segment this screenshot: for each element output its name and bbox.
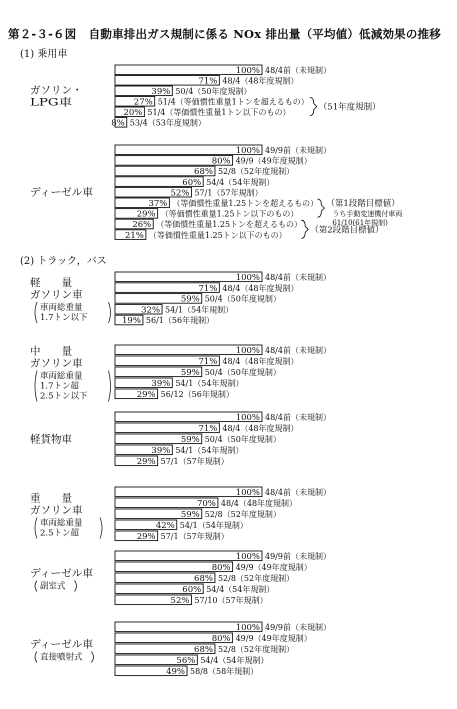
bar-value-7-3: 56% xyxy=(176,656,196,666)
bar-value-6-3: 60% xyxy=(182,585,202,595)
bar-label-6-1: 49/9（49年度規制） xyxy=(235,563,312,572)
group-sublabel-paren-left-7 xyxy=(35,652,37,663)
bar-label-4-0: 48/4前（未規制） xyxy=(265,413,331,422)
bar-label-3-0: 48/4前（未規制） xyxy=(265,346,331,355)
bar-label-0-4: 51/4（等価慣性重量1トン以下のもの） xyxy=(147,108,291,117)
group-sublabel-paren-right-6 xyxy=(75,581,77,592)
bar-value-1-0: 100% xyxy=(235,146,260,156)
bar-label-2-3: 54/1（54年規制） xyxy=(165,305,234,315)
bar-label-0-0: 48/4前（未規制） xyxy=(265,66,331,75)
group-label-3-line-0: 中 量 xyxy=(30,345,72,358)
bar-label-3-4: 56/12（56年規制） xyxy=(160,390,234,399)
bar-label-5-3: 54/1（54年規制） xyxy=(179,521,248,530)
group-sublabel-paren-right-5 xyxy=(100,518,102,539)
group-sublabel-3-line-2: 2.5トン以下 xyxy=(40,391,88,402)
note-brace-1-0 xyxy=(317,199,324,217)
bar-value-2-3: 32% xyxy=(141,305,161,316)
group-label-7-line-0: ディーゼル車 xyxy=(30,638,92,651)
bar-label-1-2: 52/8（52年度規制） xyxy=(217,167,295,177)
bar-label-6-4: 57/10（57年規制） xyxy=(194,596,268,605)
section-label-1: (1) 乗用車 xyxy=(20,49,68,60)
bar-value-5-1: 70% xyxy=(196,499,216,509)
bar-label-2-4: 56/1（56年規制） xyxy=(145,316,215,326)
bar-value-0-3: 27% xyxy=(133,97,153,108)
note-sub-1-0-1: 61/10(61年規制) xyxy=(332,219,388,227)
group-sublabel-3-line-0: 車両総重量 xyxy=(40,371,83,382)
bar-value-7-2: 68% xyxy=(194,645,213,655)
bar-label-1-6: （等価慣性重量1.25トン以下のもの） xyxy=(160,209,299,219)
bar-label-1-5: （等価慣性重量1.25トンを超えるもの） xyxy=(172,199,319,208)
figure-title-text: 自動車排出ガス規制に係る NOx 排出量（平均値）低減効果の推移 xyxy=(88,27,441,41)
bar-value-0-2: 39% xyxy=(151,87,171,97)
note-1-0: （第1段階目標値） xyxy=(326,199,400,209)
bar-label-1-0: 49/9前（未規制） xyxy=(265,146,331,155)
bar-label-2-0: 48/4前（未規制） xyxy=(265,273,331,282)
bar-value-7-0: 100% xyxy=(235,623,260,633)
group-label-5-line-0: 重 量 xyxy=(30,492,72,505)
bar-label-1-4: 57/1（57年規制） xyxy=(194,188,263,198)
bar-value-4-4: 29% xyxy=(136,457,156,467)
bar-value-7-1: 80% xyxy=(211,634,231,644)
bar-label-4-1: 48/4（48年度規制） xyxy=(222,424,299,433)
bar-value-0-5: 8% xyxy=(111,118,125,129)
group-label-3-line-1: ガソリン車 xyxy=(30,357,83,370)
bar-label-7-2: 52/8（52年度規制） xyxy=(217,645,295,654)
bar-label-1-1: 49/9（49年度規制） xyxy=(235,156,312,166)
bar-value-2-0: 100% xyxy=(235,273,260,283)
bar-value-6-4: 52% xyxy=(170,596,190,606)
note-sub-1-0-0: うち手動変速機付車両 xyxy=(332,210,403,218)
bar-label-0-2: 50/4（50年度規制） xyxy=(175,87,252,96)
bar-label-0-5: 53/4（53年度規制） xyxy=(129,118,206,128)
bar-label-7-0: 49/9前（未規制） xyxy=(265,623,331,632)
bar-label-7-3: 54/4（54年規制） xyxy=(200,656,269,665)
bar-label-3-1: 48/4（48年度規制） xyxy=(222,357,299,366)
bar-value-1-2: 68% xyxy=(194,167,213,178)
bar-value-3-4: 29% xyxy=(136,390,156,400)
bar-label-1-8: （等価慣性重量1.25トン以下のもの） xyxy=(148,230,287,240)
bar-label-6-2: 52/8（52年度規制） xyxy=(217,574,295,583)
group-sublabel-paren-right-3 xyxy=(109,371,111,402)
group-sublabel-2-line-0: 車両総重量 xyxy=(40,303,83,313)
bar-value-3-1: 71% xyxy=(198,357,218,367)
group-sublabel-5-line-1: 2.5トン超 xyxy=(40,528,80,539)
bar-label-7-4: 58/8（58年規制） xyxy=(190,667,259,676)
group-label-2-line-0: 軽 量 xyxy=(30,277,72,289)
bar-value-7-4: 49% xyxy=(166,667,186,677)
bar-value-1-1: 80% xyxy=(211,156,231,167)
bar-label-5-0: 48/4前（未規制） xyxy=(265,488,331,497)
group-sublabel-paren-left-6 xyxy=(35,581,37,592)
bar-value-1-8: 21% xyxy=(124,230,144,241)
bar-value-6-0: 100% xyxy=(235,552,260,562)
group-label-0-line-0: ガソリン・ xyxy=(30,84,83,97)
section-label-2: (2) トラック，バス xyxy=(20,256,107,267)
group-label-2-line-1: ガソリン車 xyxy=(30,289,83,301)
group-label-4-line-0: 軽貨物車 xyxy=(30,433,72,446)
figure-number: 第２-３-６図 xyxy=(8,27,77,41)
group-sublabel-2-line-1: 1.7トン以下 xyxy=(40,313,88,323)
bar-value-1-7: 26% xyxy=(132,220,152,231)
bar-label-5-4: 57/1（57年規制） xyxy=(160,532,229,541)
group-sublabel-paren-left-3 xyxy=(35,371,37,402)
bar-value-2-4: 19% xyxy=(122,316,141,327)
bar-label-2-2: 50/4（50年度規制） xyxy=(204,294,281,304)
bar-label-3-3: 54/1（54年規制） xyxy=(175,379,244,388)
bar-label-0-3: 51/4（等価慣性重量1トンを超えるもの） xyxy=(157,97,309,107)
bar-value-3-0: 100% xyxy=(235,346,260,356)
group-sublabel-6-line-0: 副室式 xyxy=(40,581,66,592)
bar-value-3-3: 39% xyxy=(151,379,171,389)
note-brace-1-1 xyxy=(301,220,308,238)
bar-label-5-1: 48/4（48年度規制） xyxy=(220,499,298,508)
bar-value-5-2: 59% xyxy=(180,510,200,520)
bar-label-2-1: 48/4（48年度規制） xyxy=(222,283,299,293)
bar-label-6-3: 54/4（54年規制） xyxy=(206,585,275,594)
bar-value-1-3: 60% xyxy=(182,177,202,188)
bar-label-5-2: 52/8（52年度規制） xyxy=(204,510,281,519)
bar-value-0-1: 71% xyxy=(198,76,218,87)
bar-value-2-2: 59% xyxy=(180,294,200,305)
bar-label-3-2: 50/4（50年度規制） xyxy=(204,368,281,377)
note-brace-0-0 xyxy=(310,98,317,116)
bar-value-5-4: 29% xyxy=(136,532,156,542)
group-sublabel-paren-left-5 xyxy=(35,518,37,539)
bar-value-5-0: 100% xyxy=(235,488,260,498)
bar-value-6-2: 68% xyxy=(194,574,213,584)
bar-value-3-2: 59% xyxy=(180,368,200,378)
bar-value-1-6: 29% xyxy=(136,209,156,220)
bar-value-5-3: 42% xyxy=(155,521,175,531)
bar-value-6-1: 80% xyxy=(211,563,231,573)
bar-label-4-4: 57/1（57年規制） xyxy=(160,457,229,466)
group-sublabel-paren-left-2 xyxy=(35,302,37,323)
group-sublabel-3-line-1: 1.7トン超 xyxy=(40,381,80,392)
group-sublabel-5-line-0: 車両総重量 xyxy=(40,518,83,529)
bar-value-4-3: 39% xyxy=(151,446,171,456)
bar-label-7-1: 49/9（49年度規制） xyxy=(235,634,312,643)
group-label-1-line-0: ディーゼル車 xyxy=(30,186,92,199)
bar-value-4-2: 59% xyxy=(180,435,200,445)
note-1-1: （第2段階目標値） xyxy=(310,225,384,236)
bar-label-1-7: （等価慣性重量1.25トンを超えるもの） xyxy=(156,220,303,230)
bar-label-6-0: 49/9前（未規制） xyxy=(265,552,331,561)
group-sublabel-paren-right-7 xyxy=(92,652,94,663)
group-label-5-line-1: ガソリン車 xyxy=(30,504,83,517)
group-sublabel-paren-right-2 xyxy=(109,302,111,323)
bar-value-4-1: 71% xyxy=(198,424,218,434)
bar-value-0-4: 20% xyxy=(123,108,143,118)
group-label-6-line-0: ディーゼル車 xyxy=(30,567,92,580)
bar-label-1-3: 54/4（54年規制） xyxy=(206,177,275,187)
bar-label-0-1: 48/4（48年度規制） xyxy=(222,76,299,86)
bar-value-1-4: 52% xyxy=(170,188,190,199)
group-sublabel-7-line-0: 直接噴射式 xyxy=(40,652,83,663)
bar-label-4-3: 54/1（54年規制） xyxy=(175,446,244,455)
note-0-0: （51年度規制） xyxy=(318,102,381,113)
bar-value-4-0: 100% xyxy=(235,413,260,423)
bar-label-4-2: 50/4（50年度規制） xyxy=(204,435,281,444)
bar-value-0-0: 100% xyxy=(235,66,260,76)
bar-value-2-1: 71% xyxy=(198,283,218,294)
bar-value-1-5: 37% xyxy=(148,199,168,209)
group-label-0-line-1: LPG車 xyxy=(30,96,63,109)
